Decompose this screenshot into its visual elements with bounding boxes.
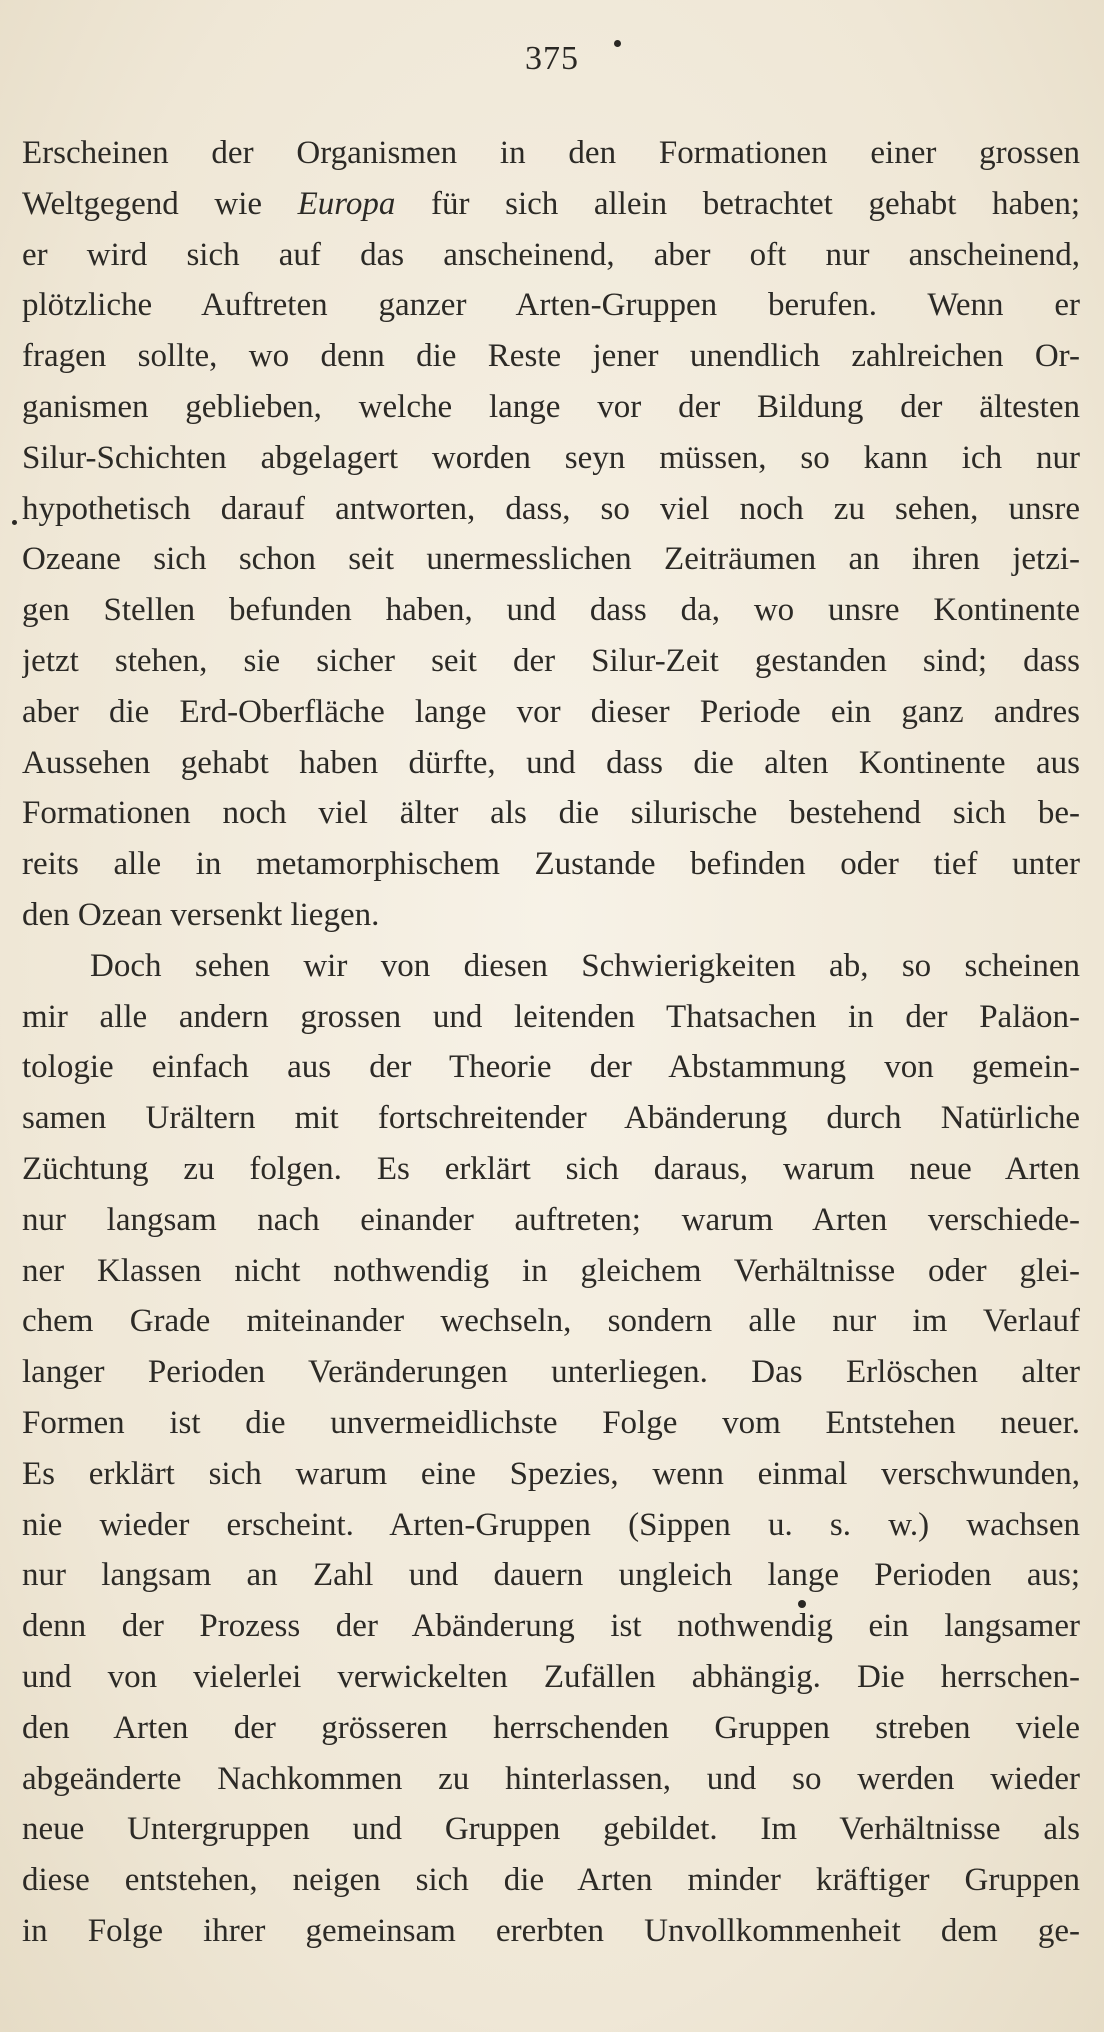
text-line: langer Perioden Veränderungen unterliegen. Das Erlöschen alter [22, 1354, 1080, 1391]
text-fragment: für sich allein betrachtet gehabt haben; [395, 185, 1080, 222]
text-line: diese entstehen, neigen sich die Arten minder kräftiger Gruppen [22, 1862, 1080, 1899]
text-line: aber die Erd-Oberfläche lange vor dieser Periode ein ganz andres [22, 693, 1080, 730]
text-line: Formationen noch viel älter als die silurische bestehend sich be- [22, 795, 1080, 832]
ink-dot [614, 40, 621, 47]
text-line: und von vielerlei verwickelten Zufällen abhängig. Die herrschen- [22, 1658, 1080, 1695]
text-line: ner Klassen nicht nothwendig in gleichem Verhältnisse oder glei- [22, 1252, 1080, 1289]
text-line: Formen ist die unvermeidlichste Folge vom Entstehen neuer. [22, 1404, 1080, 1441]
text-line: jetzt stehen, sie sicher seit der Silur-Zeit gestanden sind; dass [22, 642, 1080, 679]
text-line: Aussehen gehabt haben dürfte, und dass die alten Kontinente aus [22, 744, 1080, 781]
text-line: hypothetisch darauf antworten, dass, so viel noch zu sehen, unsre [22, 490, 1080, 527]
ink-dot [12, 520, 17, 525]
text-line: Silur-Schichten abgelagert worden seyn müssen, so kann ich nur [22, 439, 1080, 476]
body-text [22, 128, 1080, 1957]
ink-dot [798, 1600, 806, 1608]
paragraph-start-line: Doch sehen wir von diesen Schwierigkeiten ab, so scheinen [90, 947, 1080, 984]
text-line: Züchtung zu folgen. Es erklärt sich daraus, warum neue Arten [22, 1150, 1080, 1187]
text-line: mir alle andern grossen und leitenden Thatsachen in der Paläon- [22, 998, 1080, 1035]
emphasized-word: Europa [297, 185, 396, 222]
page-number: 375 [525, 40, 579, 77]
text-line: chem Grade miteinander wechseln, sondern alle nur im Verlauf [22, 1303, 1080, 1340]
text-line: plötzliche Auftreten ganzer Arten-Gruppen berufen. Wenn er [22, 287, 1080, 324]
text-line: er wird sich auf das anscheinend, aber oft nur anscheinend, [22, 236, 1080, 273]
text-line: nie wieder erscheint. Arten-Gruppen (Sippen u. s. w.) wachsen [22, 1506, 1080, 1543]
text-line: denn der Prozess der Abänderung ist nothwendig ein langsamer [22, 1608, 1080, 1645]
text-line: in Folge ihrer gemeinsam ererbten Unvollkommenheit dem ge- [22, 1912, 1080, 1949]
text-line: Ozeane sich schon seit unermesslichen Zeiträumen an ihren jetzi- [22, 541, 1080, 578]
text-line [22, 179, 1080, 230]
text-line: reits alle in metamorphischem Zustande befinden oder tief unter [22, 846, 1080, 883]
text-line: abgeänderte Nachkommen zu hinterlassen, und so werden wieder [22, 1760, 1080, 1797]
text-line: ganismen geblieben, welche lange vor der Bildung der ältesten [22, 388, 1080, 425]
text-line: samen Urältern mit fortschreitender Abänderung durch Natürliche [22, 1100, 1080, 1137]
text-line: den Ozean versenkt liegen. [22, 896, 380, 933]
text-line: nur langsam an Zahl und dauern ungleich lange Perioden aus; [22, 1557, 1080, 1594]
text-fragment: Weltgegend wie [22, 185, 298, 222]
text-line: Es erklärt sich warum eine Spezies, wenn einmal verschwunden, [22, 1455, 1080, 1492]
text-line: gen Stellen befunden haben, und dass da, wo unsre Kontinente [22, 592, 1080, 629]
text-line: fragen sollte, wo denn die Reste jener unendlich zahlreichen Or- [22, 338, 1080, 375]
text-line: den Arten der grösseren herrschenden Gruppen streben viele [22, 1709, 1080, 1746]
text-line: Erscheinen der Organismen in den Formationen einer grossen [22, 135, 1080, 171]
text-line: neue Untergruppen und Gruppen gebildet. Im Verhältnisse als [22, 1811, 1080, 1848]
text-line: tologie einfach aus der Theorie der Abstammung von gemein- [22, 1049, 1080, 1086]
text-line: nur langsam nach einander auftreten; warum Arten verschiede- [22, 1201, 1080, 1238]
